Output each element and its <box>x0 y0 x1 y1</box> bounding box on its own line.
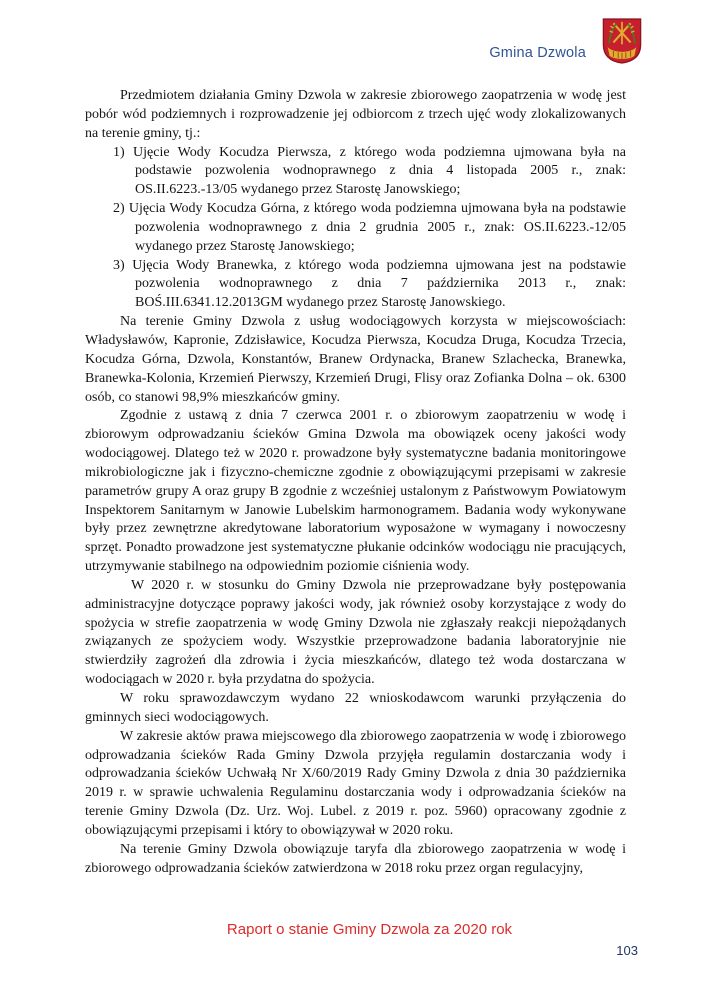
list-item <box>85 144 626 201</box>
page-header <box>489 16 643 65</box>
paragraph-administrative: W 2020 r. w stosunku do Gminy Dzwola nie przeprowadzane były postępowania administracyjne dotyczące poprawy jakości wody, jak również osoby korzystające z wody do spożycia w strefie zaopatrzenia w wodę Gminy Dzwola nie zgłaszały reakcji niepożądanych związanych ze spożyciem wody. Wszystkie przeprowadzone badania laboratoryjnie nie stwierdziły zagrożeń dla zdrowia i życia mieszkańców, dlatego też woda dostarczana w wodociągach w 2020 r. była przydatna do spożycia. <box>85 577 626 688</box>
list-item-marker: 2) <box>113 201 125 217</box>
coat-of-arms-icon <box>601 16 643 65</box>
list-item <box>85 200 626 257</box>
document-body <box>85 87 626 923</box>
list-item-marker: 3) <box>113 257 125 273</box>
list-item <box>85 257 626 314</box>
paragraph-connections: W roku sprawozdawczym wydano 22 wnioskodawcom warunki przyłączenia do gminnych sieci wodociągowych. <box>85 691 626 725</box>
list-item-marker: 1) <box>113 144 125 160</box>
paragraph-localities: Na terenie Gminy Dzwola z usług wodociągowych korzysta w miejscowościach: Władysławów, Kapronie, Zdzisławice, Kocudza Pierwsza, Kocudza Druga, Kocudza Trzecia, Kocudza Górna, Dzwola, Konstantów, Branew Ordynacka, Branew Szlachecka, Branewka, Branewka-Kolonia, Krzemień Pierwszy, Krzemień Drugi, Flisy oraz Zofianka Dolna – ok. 6300 osób, co stanowi 98,9% mieszkańców gminy. <box>85 314 626 405</box>
page-number: 103 <box>616 943 638 958</box>
list-item-text: Ujęcia Wody Kocudza Górna, z którego woda podziemna ujmowana była na podstawie pozwolenia wodnoprawnego z dnia 2 grudnia 2005 r., znak: OS.II.6223.-12/05 wydanego przez Starostę Janowskiego; <box>128 201 626 254</box>
footer-title: Raport o stanie Gminy Dzwola za 2020 rok <box>226 921 513 938</box>
paragraph-water-quality: Zgodnie z ustawą z dnia 7 czerwca 2001 r. o zbiorowym zaopatrzeniu w wodę i zbiorowym odprowadzaniu ścieków Gmina Dzwola ma obowiązek oceny jakości wody wodociągowej. Dlatego też w 2020 r. prowadzone były systematyczne badania monitoringowe mikrobiologiczne jak i fizyczno-chemiczne zgodnie z obowiązującymi przepisami w zakresie parametrów grupy A oraz grupy B zgodnie z wcześniej ustalonym z Państwowym Powiatowym Inspektorem Sanitarnym w Janowie Lubelskim harmonogramem. Badania wody wykonywane były przez zewnętrzne akredytowane laboratorium wyposażone w wymagany i nowoczesny sprzęt. Ponadto prowadzone jest systematyczne płukanie odcinków wodociągu nie pracujących, utrzymywanie stabilnego na odpowiednim poziomie ciśnienia wody. <box>85 408 626 575</box>
paragraph-local-law: W zakresie aktów prawa miejscowego dla zbiorowego zaopatrzenia w wodę i zbiorowego odprowadzania ścieków Rada Gminy Dzwola przyjęła regulamin dostarczania wody i odprowadzania ścieków Uchwałą Nr X/60/2019 Rady Gminy Dzwola z dnia 30 października 2019 r. w sprawie uchwalenia Regulaminu dostarczania wody i odprowadzania ścieków na terenie Gminy Dzwola (Dz. Urz. Woj. Lubel. z 2019 r. poz. 5960) opracowany zgodnie z obowiązującymi przepisami i który to obowiązywał w 2020 roku. <box>85 728 626 838</box>
list-item-text: Ujęcia Wody Branewka, z którego woda podziemna ujmowana jest na podstawie pozwolenia wodnoprawnego z dnia 7 października 2013 r., znak: BOŚ.III.6341.12.2013GM wydanego przez Starostę Janowskiego. <box>132 257 626 311</box>
header-title: Gmina Dzwola <box>489 45 586 61</box>
paragraph-tariff: Na terenie Gminy Dzwola obowiązuje taryfa dla zbiorowego zaopatrzenia w wodę i zbiorowego odprowadzania ścieków zatwierdzona w 2018 roku przez organ regulacyjny, <box>85 841 626 876</box>
paragraph-intro: Przedmiotem działania Gminy Dzwola w zakresie zbiorowego zaopatrzenia w wodę jest pobór wód podziemnych i rozprowadzenie jej odbiorcom z trzech ujęć wody zlokalizowanych na terenie gminy, tj.: <box>85 88 626 141</box>
list-item-text: Ujęcie Wody Kocudza Pierwsza, z którego woda podziemna ujmowana była na podstawie pozwolenia wodnoprawnego z dnia 4 listopada 2005 r., znak: OS.II.6223.-13/05 wydanego przez Starostę Janowskiego; <box>133 144 626 198</box>
